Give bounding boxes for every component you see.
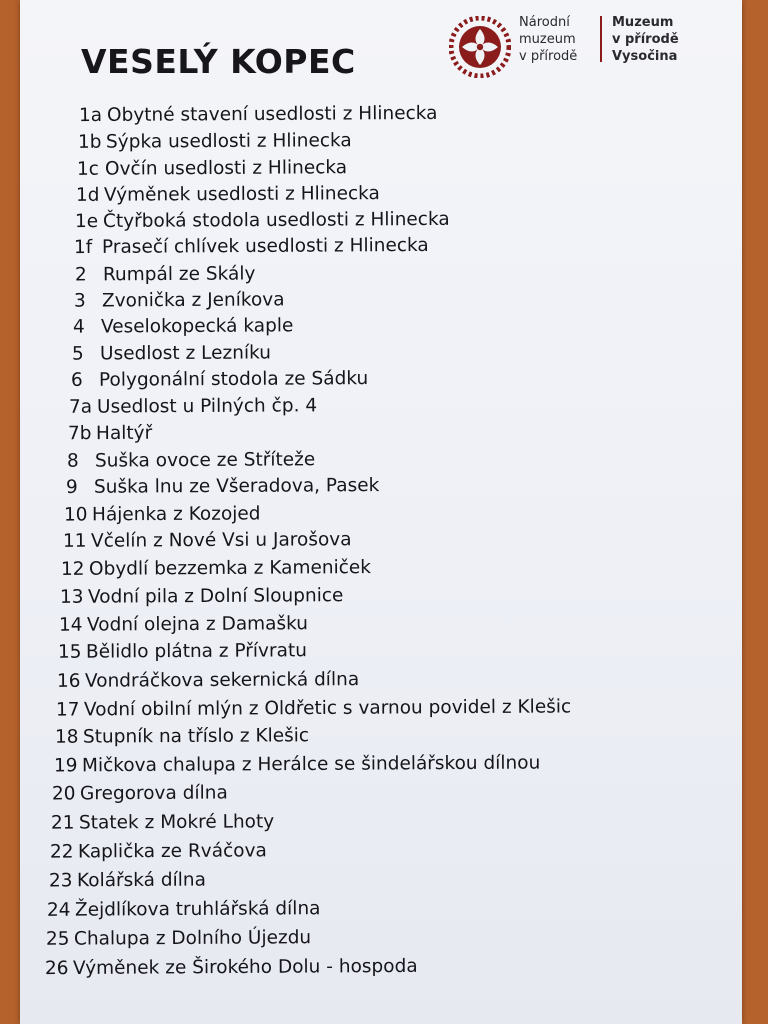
item-number: 7b	[67, 423, 92, 445]
item-name: Kaplička ze Rváčova	[77, 840, 267, 863]
item-number: 1b	[77, 131, 102, 153]
item-name: Hájenka z Kozojed	[91, 503, 261, 526]
item-name: Žejdlíkova truhlářská dílna	[74, 898, 321, 921]
item-name: Vodní olejna z Damašku	[86, 613, 309, 636]
item-name: Rumpál ze Skály	[102, 263, 256, 286]
item-name: Suška ovoce ze Stříteže	[94, 449, 316, 472]
list-item	[77, 157, 347, 180]
item-name: Sýpka usedlosti z Hlinecka	[105, 130, 352, 153]
item-name: Usedlost z Lezníku	[99, 342, 271, 365]
list-item	[46, 927, 311, 950]
item-number: 1c	[76, 158, 100, 180]
item-number: 26	[44, 957, 69, 980]
list-item	[68, 423, 152, 445]
list-item	[72, 342, 271, 364]
list-item	[49, 870, 206, 892]
item-number: 4	[72, 316, 85, 338]
item-name: Mičkova chalupa z Herálce se šindelářskou dílnou	[81, 752, 541, 777]
item-name: Obydlí bezzemka z Kameniček	[88, 557, 372, 580]
list-item	[58, 640, 307, 663]
list-item	[61, 557, 371, 580]
item-name: Statek z Mokré Lhoty	[78, 811, 275, 834]
list-item	[75, 263, 256, 285]
item-number: 2	[74, 264, 87, 286]
list-item	[45, 956, 418, 979]
item-number: 17	[55, 699, 80, 721]
logo-line: v přírodě	[612, 32, 679, 47]
item-number: 23	[48, 870, 73, 892]
item-number: 6	[70, 369, 83, 391]
logo-line: Muzeum	[612, 15, 674, 30]
list-item	[76, 183, 380, 206]
item-number: 22	[49, 841, 74, 863]
item-number: 1e	[74, 211, 99, 233]
item-number: 24	[46, 899, 71, 921]
item-number: 21	[50, 812, 75, 834]
item-number: 12	[60, 558, 85, 580]
item-name: Gregorova dílna	[79, 782, 228, 805]
list-item	[47, 898, 321, 921]
item-number: 20	[51, 783, 76, 805]
logo-line: muzeum	[519, 32, 576, 47]
logo-line: Vysočina	[612, 49, 678, 64]
logo-line: Národní	[519, 15, 570, 30]
item-number: 1a	[78, 104, 103, 127]
item-number: 11	[62, 530, 87, 552]
item-name: Kolářská dílna	[76, 869, 207, 892]
item-name: Ovčín usedlosti z Hlinecka	[104, 157, 348, 180]
item-number: 8	[66, 450, 79, 472]
item-name: Chalupa z Dolního Újezdu	[73, 927, 312, 950]
list-item	[52, 782, 228, 804]
list-item	[66, 475, 379, 498]
item-name: Zvonička z Jeníkova	[101, 289, 285, 312]
logo-line: v přírodě	[519, 49, 578, 64]
item-name: Vondráčkova sekernická dílna	[84, 669, 360, 692]
list-item	[64, 503, 261, 525]
list-item	[74, 235, 429, 258]
list-item	[55, 725, 309, 748]
list-item	[50, 840, 267, 862]
item-name: Veselokopecká kaple	[100, 315, 294, 338]
item-name: Suška lnu ze Všeradova, Pasek	[93, 475, 380, 498]
list-item	[59, 613, 308, 636]
item-name: Bělidlo plátna z Přívratu	[85, 640, 307, 663]
item-number: 15	[57, 641, 82, 663]
item-number: 1d	[75, 184, 100, 206]
item-name: Výměnek ze Širokého Dolu - hospoda	[72, 955, 418, 979]
item-number: 1f	[73, 236, 93, 259]
item-name: Vodní pila z Dolní Sloupnice	[87, 585, 344, 608]
list-item	[69, 395, 317, 418]
item-name: Polygonální stodola ze Sádku	[98, 368, 369, 391]
list-item	[75, 209, 450, 232]
page-title: VESELÝ KOPEC	[81, 42, 356, 81]
item-name: Stupník na tříslo z Klešic	[82, 725, 310, 748]
item-name: Výměnek usedlosti z Hlinecka	[103, 183, 380, 206]
list-item	[73, 315, 293, 337]
list-item	[51, 811, 274, 833]
item-number: 16	[56, 670, 81, 692]
list-item	[74, 289, 285, 311]
item-number: 3	[73, 290, 86, 312]
list-item	[60, 585, 344, 608]
list-item	[78, 130, 352, 153]
item-name: Obytné stavení usedlosti z Hlinecka	[106, 102, 438, 126]
item-name: Včelín z Nové Vsi u Jarošova	[90, 529, 352, 552]
item-name: Čtyřboká stodola usedlosti z Hlinecka	[102, 208, 450, 232]
item-number: 18	[54, 726, 79, 748]
item-number: 9	[65, 476, 78, 498]
item-number: 5	[71, 343, 84, 365]
item-number: 7a	[68, 396, 93, 418]
item-name: Prasečí chlívek usedlosti z Hlinecka	[101, 234, 429, 258]
item-name: Haltýř	[95, 422, 153, 445]
list-item	[57, 669, 359, 692]
item-number: 10	[63, 504, 88, 526]
item-name: Vodní obilní mlýn z Oldřetic s varnou povidel z Klešic	[83, 696, 572, 721]
item-number: 13	[59, 586, 84, 608]
list-item	[56, 696, 571, 720]
item-number: 14	[58, 614, 83, 636]
list-item	[67, 449, 315, 472]
item-name: Usedlost u Pilných čp. 4	[96, 395, 318, 418]
list-item	[63, 529, 352, 552]
list-item	[79, 103, 438, 126]
item-number: 19	[53, 755, 78, 777]
list-item	[54, 753, 540, 777]
list-item	[71, 368, 368, 391]
item-number: 25	[45, 928, 70, 950]
